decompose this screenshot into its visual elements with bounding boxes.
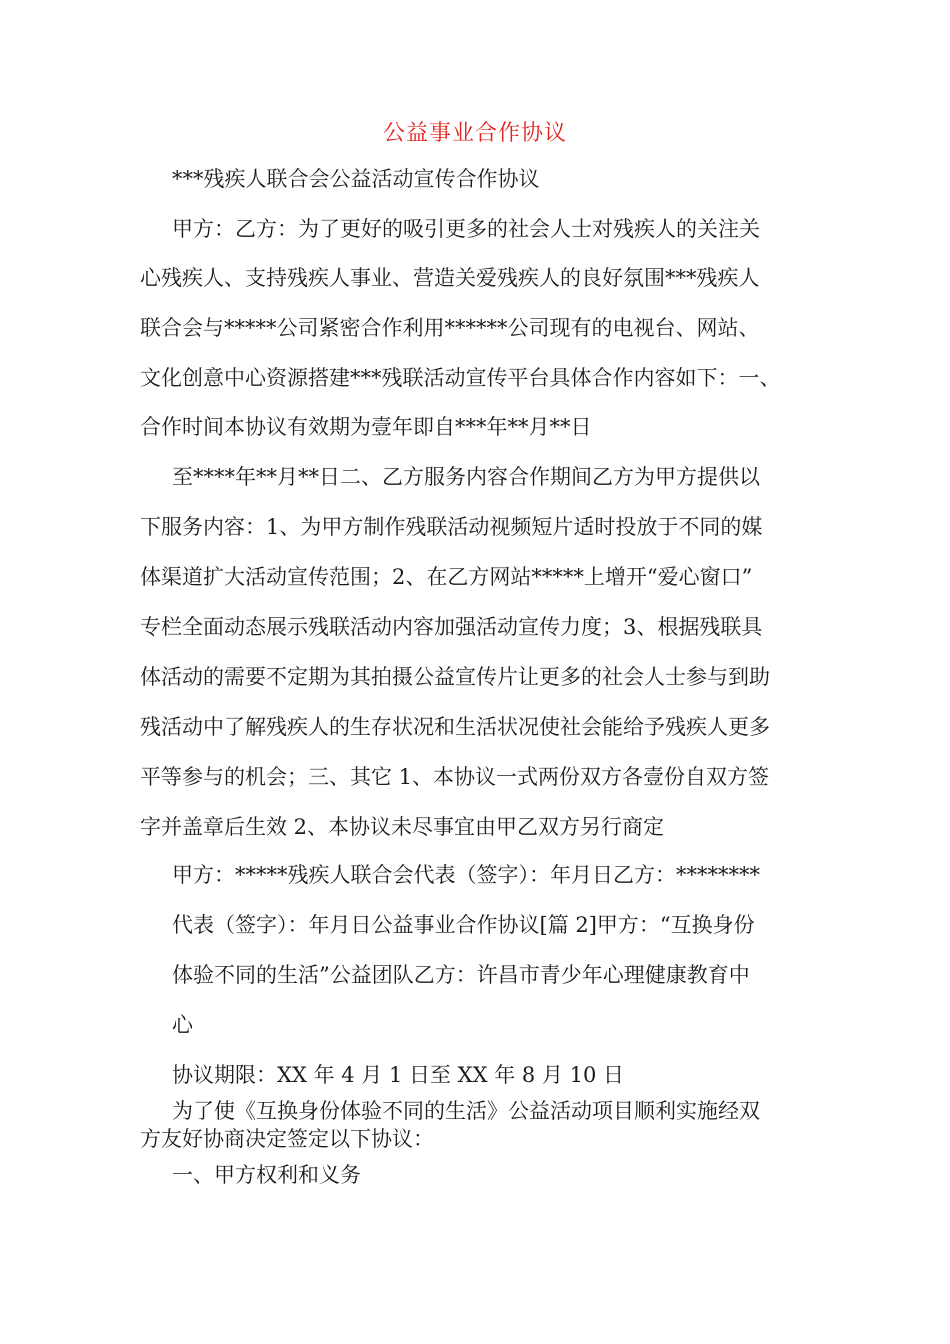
paragraph-line: 甲方：乙方：为了更好的吸引更多的社会人士对残疾人的关注关 [172,217,760,241]
paragraph-line: 残活动中了解残疾人的生存状况和生活状况使社会能给予残疾人更多 [140,715,770,739]
paragraph-line: 联合会与*****公司紧密合作利用******公司现有的电视台、网站、 [140,316,760,340]
paragraph-line: 下服务内容：1、为甲方制作残联活动视频短片适时投放于不同的媒 [140,515,763,539]
paragraph-line: 为了使《互换身份体验不同的生活》公益活动项目顺利实施经双 [172,1099,760,1123]
document-title: 公益事业合作协议 [382,121,567,146]
paragraph-line: 合作时间本协议有效期为壹年即自***年**月**日 [140,415,592,439]
paragraph-line: 体活动的需要不定期为其拍摄公益宣传片让更多的社会人士参与到助 [140,665,770,689]
paragraph-line: 文化创意中心资源搭建***残联活动宣传平台具体合作内容如下：一、 [140,366,781,390]
signature-line: 甲方：*****残疾人联合会代表（签字）：年月日乙方：******** [172,863,760,887]
paragraph-line: 平等参与的机会；三、其它 1、本协议一式两份双方各壹份自双方签 [140,765,770,789]
paragraph-line: 字并盖章后生效 2、本协议未尽事宜由甲乙双方另行商定 [140,815,665,839]
section-heading: 一、甲方权利和义务 [172,1163,361,1187]
paragraph-line: 方友好协商决定签定以下协议： [140,1127,434,1151]
signature-line: 代表（签字）：年月日公益事业合作协议[篇 2]甲方：“互换身份 [172,913,755,937]
paragraph-line: 至****年**月**日二、乙方服务内容合作期间乙方为甲方提供以 [172,465,760,489]
paragraph-line: 体渠道扩大活动宣传范围；2、在乙方网站*****上增开“爱心窗口” [140,565,753,589]
paragraph-line: 心残疾人、支持残疾人事业、营造关爱残疾人的良好氛围***残疾人 [140,266,760,290]
paragraph-line: 专栏全面动态展示残联活动内容加强活动宣传力度；3、根据残联具 [140,615,763,639]
subtitle-line: ***残疾人联合会公益活动宣传合作协议 [172,167,540,191]
term-line: 协议期限：XX 年 4 月 1 日至 XX 年 8 月 10 日 [172,1063,625,1087]
paragraph-line: 体验不同的生活”公益团队乙方：许昌市青少年心理健康教育中 [172,963,750,987]
paragraph-line: 心 [172,1013,193,1037]
